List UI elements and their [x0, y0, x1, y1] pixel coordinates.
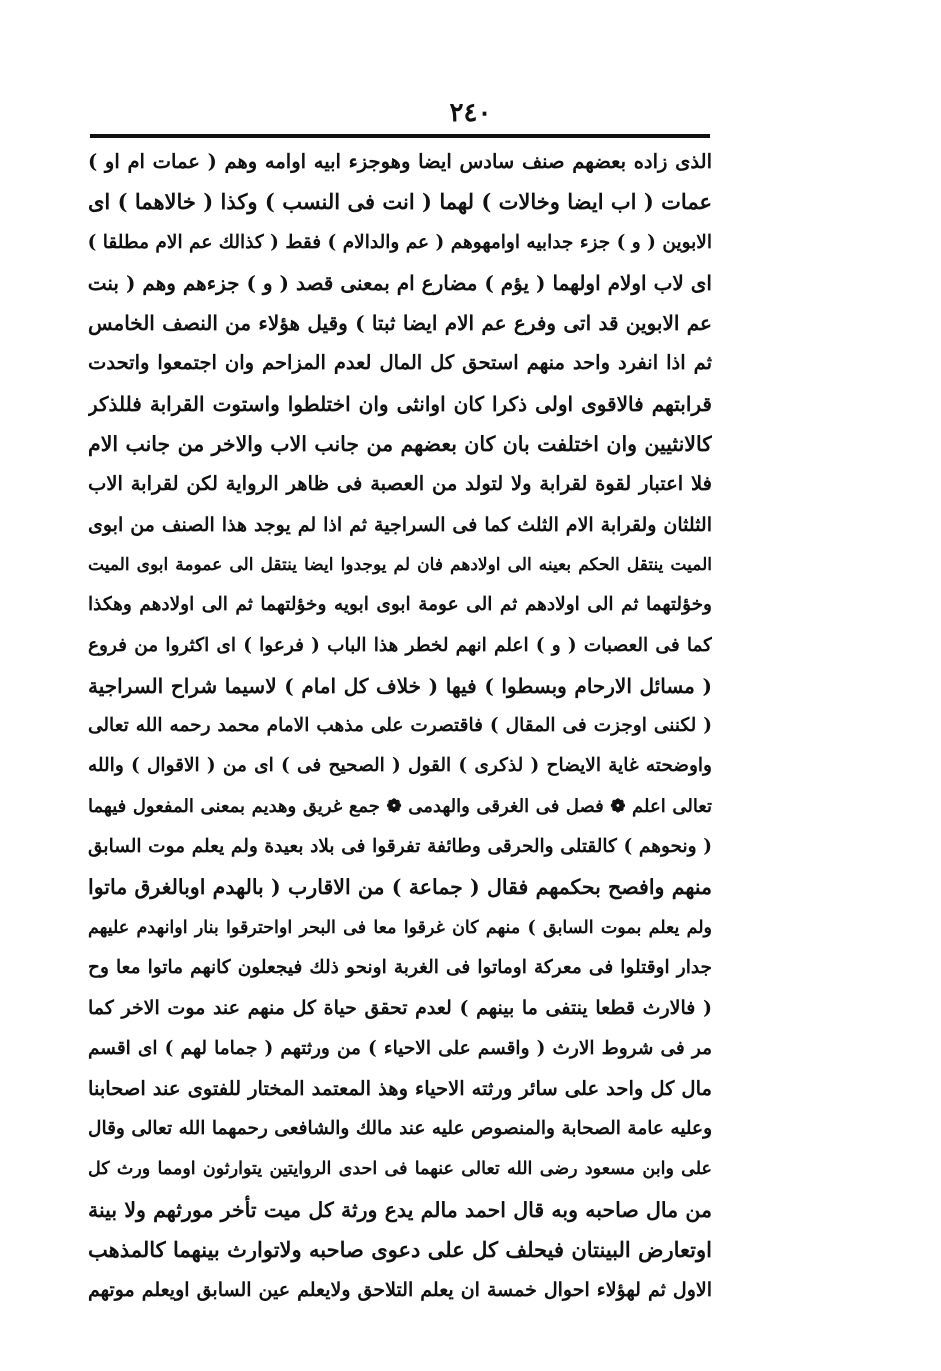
text-line: ( مسائل الارحام وبسطوا ) فيها ( خلاف كل امام ) لاسيما شراح السراجية	[88, 673, 712, 698]
text-line: الاول ثم لهؤلاء احوال خمسة ان يعلم التلاحق ولايعلم عين السابق اويعلم موتهم	[88, 1279, 712, 1302]
text-line: من مال صاحبه وبه قال احمد مالم يدع ورثة كل ميت تأخر مورثهم ولا بينة	[88, 1197, 712, 1222]
text-line: مر فى شروط الارث ( واقسم على الاحياء ) من ورثتهم ( جماما لهم ) اى اقسم	[88, 1037, 712, 1059]
text-line: ثم اذا انفرد واحد منهم استحق كل المال لعدم المزاحم وان اجتمعوا واتحدت	[88, 351, 712, 375]
text-line: تعالى اعلم ❁ فصل فى الغرقى والهدمى ❁ جمع غريق وهديم بمعنى المفعول فيهما	[88, 795, 712, 817]
text-line: مال كل واحد على سائر ورثته الاحياء وهذ المعتمد المختار للفتوى عند اصحابنا	[88, 1076, 712, 1100]
text-line: كالانثيين وان اختلفت بان كان بعضهم من جانب الاب والاخر من جانب الام	[88, 432, 712, 457]
text-line: قرابتهم فالاقوى اولى ذكرا كان اوانثى وان اختلطوا واستوت القرابة فللذكر	[88, 391, 712, 416]
text-line: وعليه عامة الصحابة والمنصوص عليه عند مالك والشافعى رحمهما الله تعالى وقال	[88, 1118, 712, 1140]
body-text	[88, 142, 712, 1311]
text-line: الثلثان ولقرابة الام الثلث كما فى السراجية ثم اذا لم يوجد هذا الصنف من ابوى	[88, 513, 712, 536]
text-line: واوضحته غاية الايضاح ( لذكرى ) القول ( الصحيح فى ) اى من ( الاقوال ) والله	[88, 755, 712, 777]
text-line: اى لاب اولام اولهما ( يؤم ) مضارع ام بمعنى قصد ( و ) جزءهم وهم ( بنت	[88, 270, 712, 295]
text-line: عم الابوين قد اتى وفرع عم الام ايضا ثبتا ) وقيل هؤلاء من النصف الخامس	[88, 311, 712, 336]
text-line: عمات ( اب ايضا وخالات ) لهما ( انت فى النسب ) وكذا ( خالاهما ) اى	[88, 189, 712, 215]
text-line: اوتعارض البينتان فيحلف كل على دعوى صاحبه ولاتوارث بينهما كالمذهب	[88, 1237, 712, 1263]
text-line: وخؤلتهما ثم الى اولادهم ثم الى عومة ابوى ابويه وخؤلتهما ثم الى اولادهم وهكذا	[88, 594, 712, 616]
text-line: ولم يعلم بموت السابق ) منهم كان غرقوا معا فى البحر اواحترقوا بنار اوانهدم عليهم	[88, 917, 712, 938]
text-line: ( ونحوهم ) كالقتلى والحرقى وطائفة تفرقوا فى بلاد بعيدة ولم يعلم موت السابق	[88, 836, 712, 858]
text-line: كما فى العصبات ( و ) اعلم انهم لخطر هذا الباب ( فرعوا ) اى اكثروا من فروع	[88, 634, 712, 656]
text-line: فلا اعتبار لقوة لقرابة ولا لتولد من العصبة فى ظاهر الرواية لكن لقرابة الاب	[88, 472, 712, 496]
text-line: منهم وافصح بحكمهم فقال ( جماعة ) من الاقارب ( بالهدم اوبالغرق ماتوا	[88, 875, 712, 900]
text-line: الذى زاده بعضهم صنف سادس ايضا وهوجزء ابيه اوامه وهم ( عمات ام او )	[88, 150, 712, 173]
text-line: ( فالارث قطعا ينتفى ما بينهم ) لعدم تحقق حياة كل منهم عند موت الاخر كما	[88, 997, 712, 1020]
text-line: على وابن مسعود رضى الله تعالى عنهما فى احدى الروايتين يتوارثون اومما ورث كل	[88, 1159, 712, 1180]
header-rule	[90, 134, 710, 138]
text-line: الميت ينتقل الحكم بعينه الى اولادهم فان لم يوجدوا ايضا ينتقل الى عمومة ابوى الميت	[88, 554, 712, 575]
text-line: جدار اوقتلوا فى معركة اوماتوا فى الغربة اونحو ذلك فيجعلون كانهم ماتوا معا وح	[88, 956, 712, 978]
text-line: الابوين ( و ) جزء جدابيه اوامهوهم ( عم والدالام ) فقط ( كذالك عم الام مطلقا )	[88, 231, 712, 253]
text-line: ( لكننى اوجزت فى المقال ) فاقتصرت على مذهب الامام محمد رحمه الله تعالى	[88, 715, 712, 737]
page-number: ٢٤٠	[449, 98, 492, 128]
